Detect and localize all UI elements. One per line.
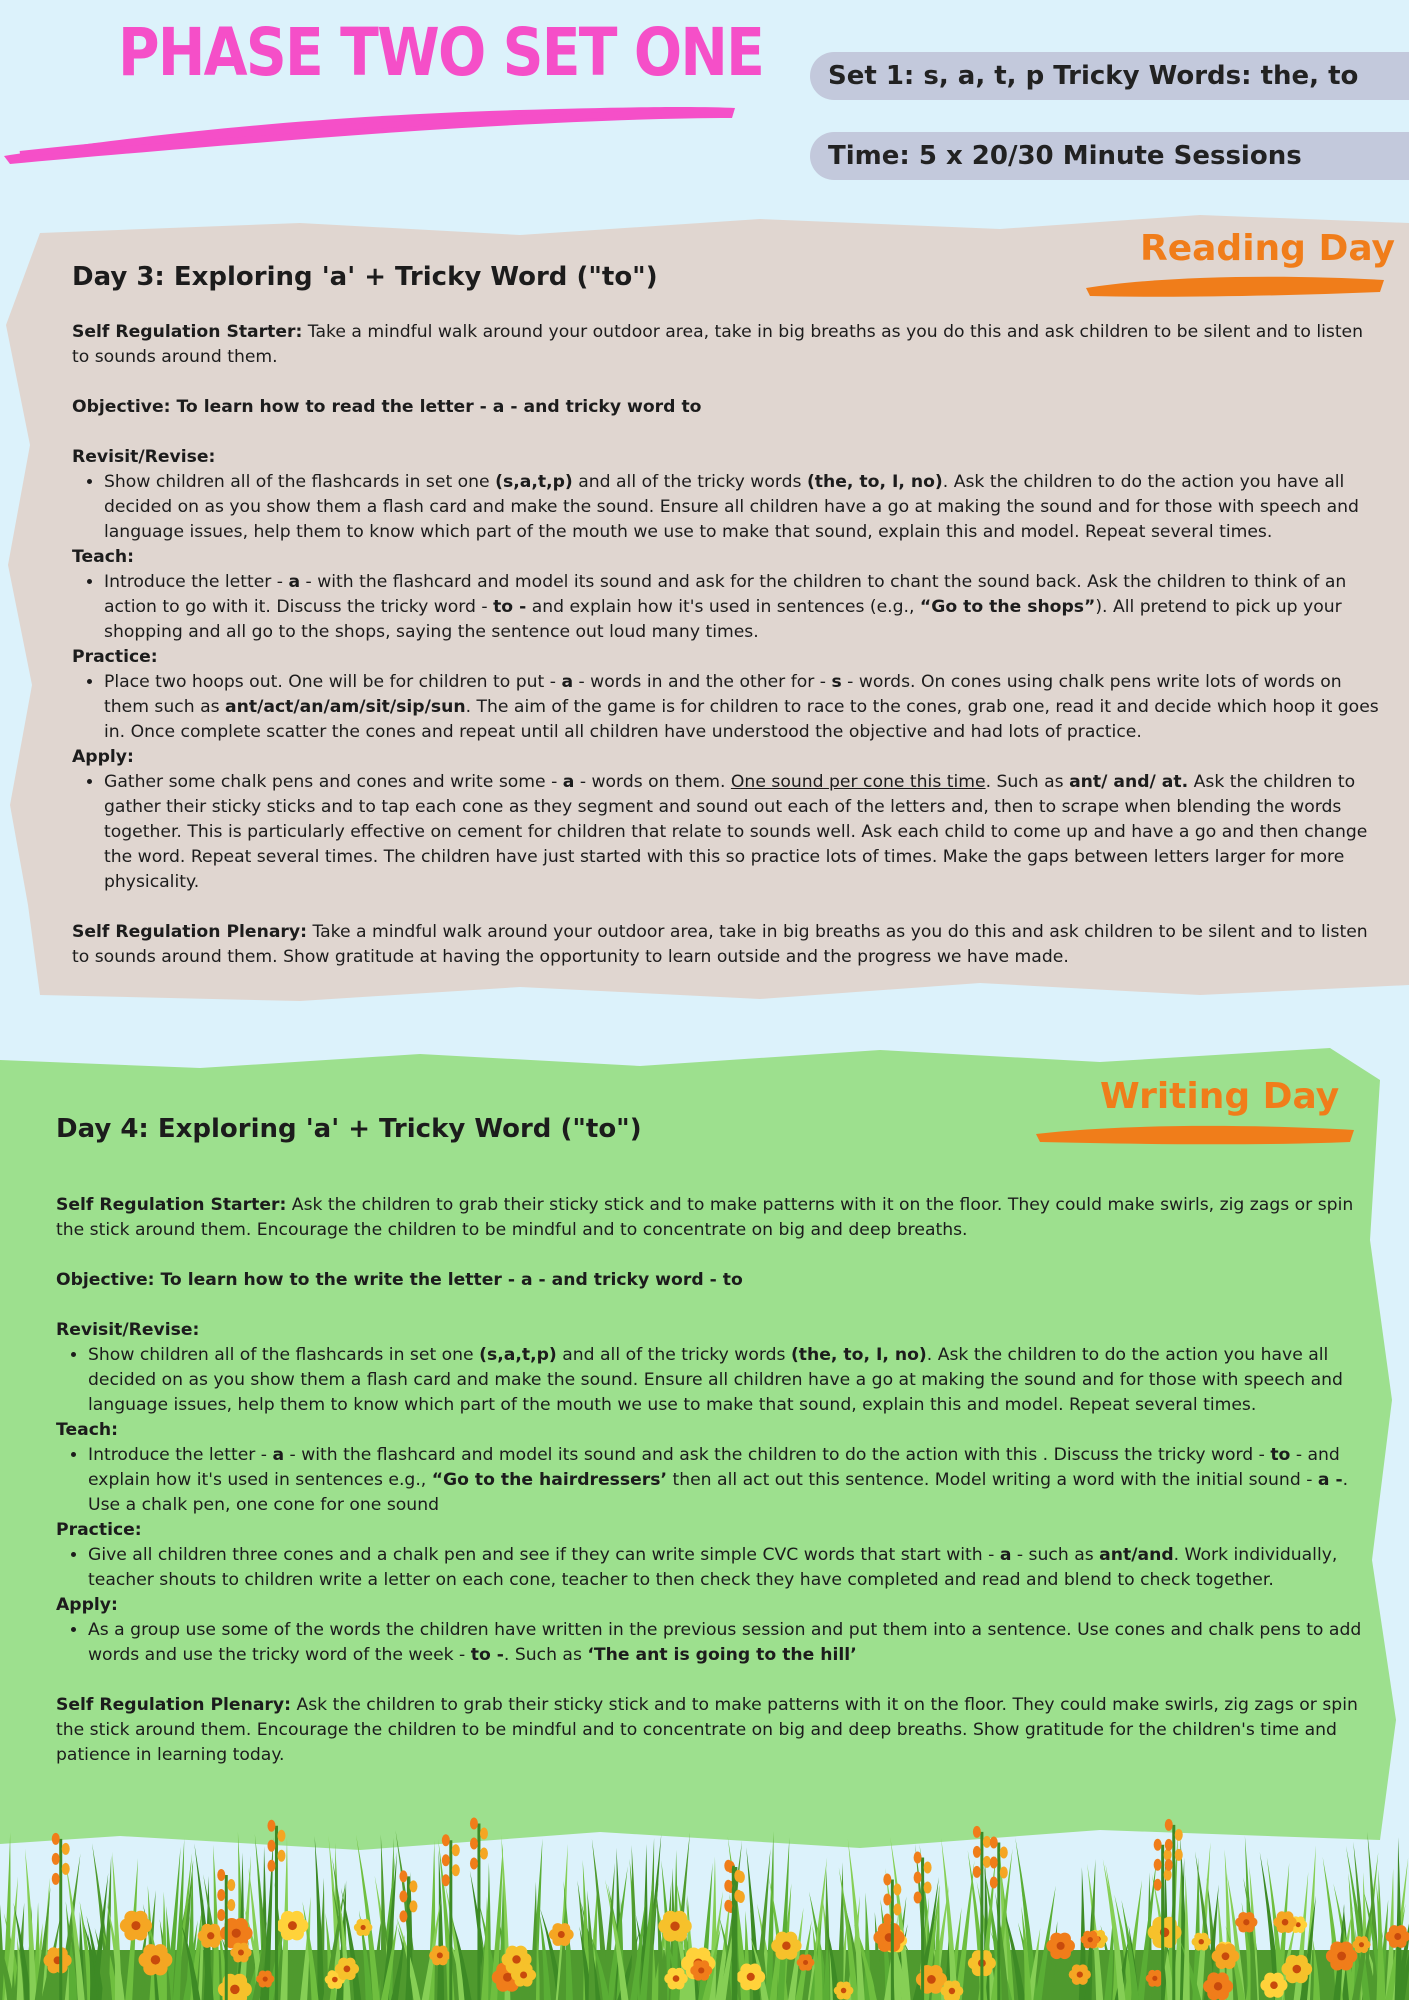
- writing-apply-heading: Apply:: [56, 1595, 118, 1615]
- reading-teach-heading: Teach:: [72, 547, 134, 567]
- writing-teach-heading: Teach:: [56, 1420, 118, 1440]
- page-title: PHASE TWO SET ONE: [118, 14, 764, 91]
- writing-revisit-item: • Show children all of the flashcards in set one (s,a,t,p) and all of the tricky words (the, to, I, no). Ask the children to do the action you have all decided on as you show them a flash card and make the sound. Ensure all children have a go at making the sound and for those with speech and language issues, help them to know which part of the mouth we use to make that sound, explain this and model. Repeat several times.: [88, 1343, 1366, 1418]
- pink-brush-stroke-icon: [0, 96, 740, 166]
- writing-day-content: [56, 1193, 1366, 1768]
- orange-brush-stroke-icon: [1080, 270, 1390, 300]
- set-info-pill: Set 1: s, a, t, p Tricky Words: the, to: [810, 52, 1409, 100]
- writing-day-title: Day 4: Exploring 'a' + Tricky Word ("to"): [56, 1114, 642, 1144]
- reading-apply-heading: Apply:: [72, 747, 134, 767]
- reading-revisit-item: • Show children all of the flashcards in set one (s,a,t,p) and all of the tricky words (the, to, I, no). Ask the children to do the action you have all decided on as you show them a flash card and make the sound. Ensure all children have a go at making the sound and for those with speech and language issues, help them to know which part of the mouth we use to make that sound, explain this and model. Repeat several times.: [104, 470, 1382, 545]
- writing-practice-heading: Practice:: [56, 1520, 142, 1540]
- reading-day-content: [72, 320, 1382, 970]
- writing-day-tag: Writing Day: [1100, 1076, 1340, 1117]
- reading-revisit-heading: Revisit/Revise:: [72, 447, 216, 467]
- reading-apply-item: • Gather some chalk pens and cones and write some - a - words on them. One sound per cone this time. Such as ant/ and/ at. Ask the children to gather their sticky sticks and to tap each cone as they segment and sound out each of the letters and, then to scrape when blending the words together. This is particularly effective on cement for children that relate to sounds well. Ask each child to come up and have a go and then change the word. Repeat several times. The children have just started with this so practice lots of times. Make the gaps between letters larger for more physicality.: [104, 770, 1382, 895]
- writing-revisit-heading: Revisit/Revise:: [56, 1320, 200, 1340]
- reading-day-tag: Reading Day: [1140, 228, 1396, 269]
- writing-objective: Objective: To learn how to the write the letter - a - and tricky word - to: [56, 1270, 743, 1290]
- reading-practice-item: • Place two hoops out. One will be for children to put - a - words in and the other for - s - words. On cones using chalk pens write lots of words on them such as ant/act/an/am/sit/sip/sun. The aim of the game is for children to race to the cones, grab one, read it and decide which hoop it goes in. Once complete scatter the cones and repeat until all children have understood the objective and had lots of practice.: [104, 670, 1382, 745]
- time-info-pill: Time: 5 x 20/30 Minute Sessions: [810, 132, 1409, 180]
- writing-teach-item: • Introduce the letter - a - with the flashcard and model its sound and ask the children to do the action with this . Discuss the tricky word - to - and explain how it's used in sentences e.g., “Go to the hairdressers’ then all act out this sentence. Model writing a word with the initial sound - a -. Use a chalk pen, one cone for one sound: [88, 1443, 1366, 1518]
- reading-teach-item: • Introduce the letter - a - with the flashcard and model its sound and ask for the children to chant the sound back. Ask the children to think of an action to go with it. Discuss the tricky word - to - and explain how it's used in sentences (e.g., “Go to the shops”). All pretend to pick up your shopping and all go to the shops, saying the sentence out loud many times.: [104, 570, 1382, 645]
- reading-practice-heading: Practice:: [72, 647, 158, 667]
- writing-apply-item: • As a group use some of the words the children have written in the previous session and put them into a sentence. Use cones and chalk pens to add words and use the tricky word of the week - to -. Such as ‘The ant is going to the hill’: [88, 1618, 1366, 1668]
- writing-practice-item: • Give all children three cones and a chalk pen and see if they can write simple CVC words that start with - a - such as ant/and. Work individually, teacher shouts to children write a letter on each cone, teacher to then check they have completed and read and blend to check together.: [88, 1543, 1366, 1593]
- reading-starter: Self Regulation Starter: Take a mindful walk around your outdoor area, take in big breaths as you do this and ask children to be silent and to listen to sounds around them.: [72, 322, 1364, 367]
- orange-brush-stroke-icon: [1030, 1118, 1360, 1148]
- reading-objective: Objective: To learn how to read the letter - a - and tricky word to: [72, 397, 702, 417]
- writing-plenary: Self Regulation Plenary: Ask the children to grab their sticky stick and to make patterns with it on the floor. They could make swirls, zig zags or spin the stick around them. Encourage the children to be mindful and to concentrate on big and deep breaths. Show gratitude for the children's time and patience in learning today.: [56, 1695, 1358, 1765]
- reading-plenary: Self Regulation Plenary: Take a mindful walk around your outdoor area, take in big breaths as you do this and ask children to be silent and to listen to sounds around them. Show gratitude at having the opportunity to learn outside and the progress we have made.: [72, 922, 1368, 967]
- reading-day-title: Day 3: Exploring 'a' + Tricky Word ("to"): [72, 262, 658, 292]
- writing-starter: Self Regulation Starter: Ask the children to grab their sticky stick and to make patterns with it on the floor. They could make swirls, zig zags or spin the stick around them. Encourage the children to be mindful and to concentrate on big and deep breaths.: [56, 1195, 1354, 1240]
- grass-and-flowers-border-icon: [0, 1800, 1409, 2000]
